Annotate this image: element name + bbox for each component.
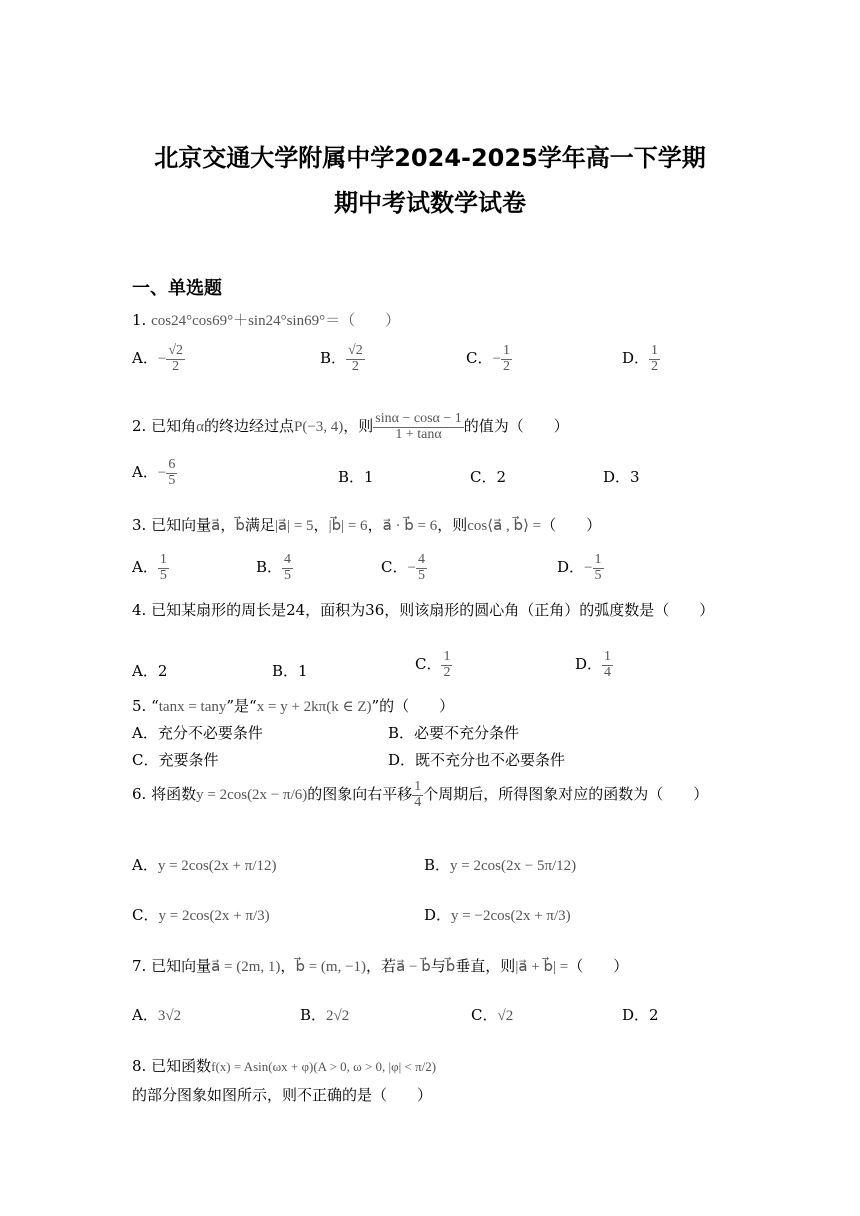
option-label: C． — [415, 655, 442, 674]
question-3-option-d[interactable] — [557, 553, 604, 583]
question-2-option-b[interactable]: B．1 — [338, 468, 374, 486]
fraction: $\frac{1}{4}$ — [414, 779, 422, 810]
question-number: 5. — [132, 697, 147, 715]
option-label: C． — [132, 906, 159, 924]
math: P(−3, 4) — [293, 419, 344, 436]
stem-text: 已知函数 — [151, 1057, 212, 1075]
fraction: $\frac{6}{5}$ — [168, 457, 176, 488]
question-3-option-c[interactable] — [381, 553, 427, 583]
math: y = 2cos(2x − π/6) — [196, 787, 308, 804]
question-number: 4. — [132, 601, 147, 619]
stem-text: ，则 — [437, 516, 468, 534]
stem-text: 垂直，则 — [455, 957, 516, 975]
math: a⃗ — [211, 518, 221, 534]
math: y = 2cos(2x + π/3) — [158, 908, 270, 924]
question-1-stem — [132, 309, 400, 330]
stem-text: 将函数 — [151, 785, 197, 804]
stem-text: ， — [220, 516, 236, 534]
question-number: 2. — [132, 417, 147, 436]
stem-text: ， — [367, 516, 383, 534]
option-label: A． — [132, 463, 158, 482]
stem-text: ”是“ — [226, 697, 257, 715]
stem-text: 的图象向右平移 — [307, 785, 413, 804]
fraction: $\frac{1}{5}$ — [594, 552, 602, 583]
question-7-option-a[interactable] — [132, 1004, 181, 1025]
option-label: A． — [132, 1006, 158, 1024]
question-7-stem — [132, 955, 628, 976]
fraction: $\frac{4}{5}$ — [284, 552, 292, 583]
question-3-option-a[interactable] — [132, 553, 169, 583]
question-2-option-d[interactable]: D．3 — [603, 468, 640, 486]
option-label: B． — [320, 349, 347, 368]
fraction: $\frac{1}{2}$ — [651, 343, 659, 374]
question-2-stem — [132, 412, 569, 442]
stem-text: （ ） — [568, 957, 629, 975]
stem-text: 的部分图象如图所示，则不正确的是（ ） — [132, 1086, 433, 1104]
stem-text: 已知某扇形的周长是24，面积为36，则该扇形的圆心角（正角）的弧度数是（ ） — [151, 601, 715, 619]
option-label: D． — [557, 558, 585, 577]
exam-title-line-2: 期中考试数学试卷 — [334, 189, 526, 217]
math: tanx = tany — [158, 699, 227, 715]
fraction: $\frac{1}{2}$ — [502, 343, 510, 374]
question-number: 6. — [132, 785, 147, 804]
section-heading-single-choice: 一、单选题 — [132, 278, 222, 299]
stem-text: 的终边经过点 — [203, 417, 294, 436]
math: √2 — [497, 1008, 514, 1024]
math: x = y + 2kπ(k ∈ Z) — [256, 699, 372, 715]
question-5-option-b[interactable]: B．必要不充分条件 — [388, 724, 520, 742]
option-label: B． — [300, 1006, 327, 1024]
question-2-option-c[interactable]: C．2 — [470, 468, 507, 486]
math: 2√2 — [326, 1008, 350, 1024]
option-label: B． — [424, 856, 451, 874]
question-6-option-d[interactable] — [424, 904, 571, 925]
stem-text: ， — [280, 957, 296, 975]
question-2-option-a[interactable] — [132, 458, 177, 488]
option-label: A． — [132, 349, 158, 368]
exam-title-line-1: 北京交通大学附属中学2024-2025学年高一下学期 — [154, 144, 706, 172]
stem-text: 满足 — [244, 516, 275, 534]
stem-text: ，则 — [343, 417, 374, 436]
stem-text: 的值为（ ） — [463, 417, 569, 436]
math: b⃗ = (m, −1) — [295, 959, 367, 975]
option-label: A． — [132, 856, 158, 874]
math: 3√2 — [157, 1008, 182, 1024]
math: a⃗ = (2m, 1) — [211, 959, 281, 975]
option-label: D． — [622, 349, 650, 368]
stem-text: ，若 — [366, 957, 397, 975]
question-number: 1. — [132, 311, 147, 329]
minus-sign: − — [492, 351, 501, 368]
question-number: 8. — [132, 1057, 147, 1075]
math: |a⃗ + b⃗| = — [515, 959, 569, 975]
stem-text: 已知角 — [151, 417, 197, 436]
question-5-option-d[interactable]: D．既不充分也不必要条件 — [388, 751, 566, 769]
math: |b⃗| = 6 — [328, 518, 368, 534]
question-7-option-c[interactable] — [471, 1004, 513, 1025]
math: a⃗ · b⃗ = 6 — [382, 518, 438, 534]
stem-text: “ — [151, 697, 159, 715]
question-7-option-d[interactable]: D．2 — [622, 1006, 659, 1024]
question-1-option-c[interactable] — [466, 344, 512, 374]
question-5-stem — [132, 695, 454, 716]
question-number: 3. — [132, 516, 147, 534]
option-label: D． — [424, 906, 452, 924]
question-5-option-a[interactable]: A．充分不必要条件 — [132, 724, 263, 742]
math: cos⟨a⃗ , b⃗⟩ = — [467, 518, 542, 534]
fraction: $\frac{4}{5}$ — [417, 552, 425, 583]
stem-text: ， — [313, 516, 329, 534]
fraction: $\frac{1}{2}$ — [443, 649, 451, 680]
minus-sign: − — [157, 465, 167, 482]
question-4-stem — [132, 599, 732, 621]
stem-text: （ ） — [541, 516, 602, 534]
stem-text: 与 — [430, 957, 446, 975]
question-1-option-a[interactable] — [132, 344, 185, 374]
math: y = 2cos(2x − 5π/12) — [450, 858, 577, 874]
math: b⃗ — [235, 518, 245, 534]
question-6-option-a[interactable] — [132, 854, 277, 875]
question-4-option-d[interactable] — [575, 650, 613, 680]
math: b⃗ — [445, 959, 456, 975]
question-8-stem — [132, 1052, 732, 1109]
question-5-option-c[interactable]: C．充要条件 — [132, 751, 219, 769]
math: α — [196, 419, 204, 436]
math: a⃗ − b⃗ — [396, 959, 431, 975]
math: |a⃗| = 5 — [274, 518, 314, 534]
option-label: A． — [132, 558, 158, 577]
minus-sign: − — [157, 351, 167, 368]
question-number: 7. — [132, 957, 147, 975]
question-3-option-b[interactable] — [256, 553, 293, 583]
fraction: $\frac{1}{4}$ — [604, 649, 612, 680]
stem-text: ”的（ ） — [371, 697, 455, 715]
fraction: $\frac{√2}{2}$ — [348, 343, 363, 374]
minus-sign: − — [584, 560, 593, 577]
option-label: C． — [466, 349, 493, 368]
option-label: C． — [471, 1006, 498, 1024]
question-1-option-d[interactable] — [622, 344, 660, 374]
question-4-option-b[interactable]: B．1 — [272, 662, 308, 680]
fraction: $\frac{√2}{2}$ — [168, 343, 183, 374]
stem-text: 个周期后，所得图象对应的函数为（ ） — [423, 785, 709, 804]
question-6-stem — [132, 780, 732, 810]
fraction: $\frac{\sin\alpha - \cos\alpha - 1}{1 + \tan\alpha}$ — [375, 411, 462, 442]
question-7-option-b[interactable] — [300, 1004, 349, 1025]
question-3-stem — [132, 514, 601, 535]
minus-sign: − — [407, 560, 416, 577]
stem-text: 已知向量 — [151, 516, 212, 534]
question-4-option-a[interactable]: A．2 — [132, 662, 168, 680]
math: y = −2cos(2x + π/3) — [451, 908, 571, 924]
option-label: B． — [256, 558, 283, 577]
math: f(x) = Asin(ωx + φ)(A > 0, ω > 0, |φ| < π/2) — [211, 1059, 437, 1074]
stem-text: 已知向量 — [151, 957, 212, 975]
option-label: D． — [575, 655, 603, 674]
fraction: $\frac{1}{5}$ — [159, 552, 167, 583]
question-6-option-c[interactable] — [132, 904, 270, 925]
question-6-option-b[interactable] — [424, 854, 576, 875]
question-1-expression: cos24°cos69°＋sin24°sin69°＝（ ） — [151, 313, 401, 329]
option-label: C． — [381, 558, 408, 577]
math: y = 2cos(2x + π/12) — [157, 858, 277, 874]
question-1-option-b[interactable] — [320, 344, 365, 374]
question-4-option-c[interactable] — [415, 650, 452, 680]
